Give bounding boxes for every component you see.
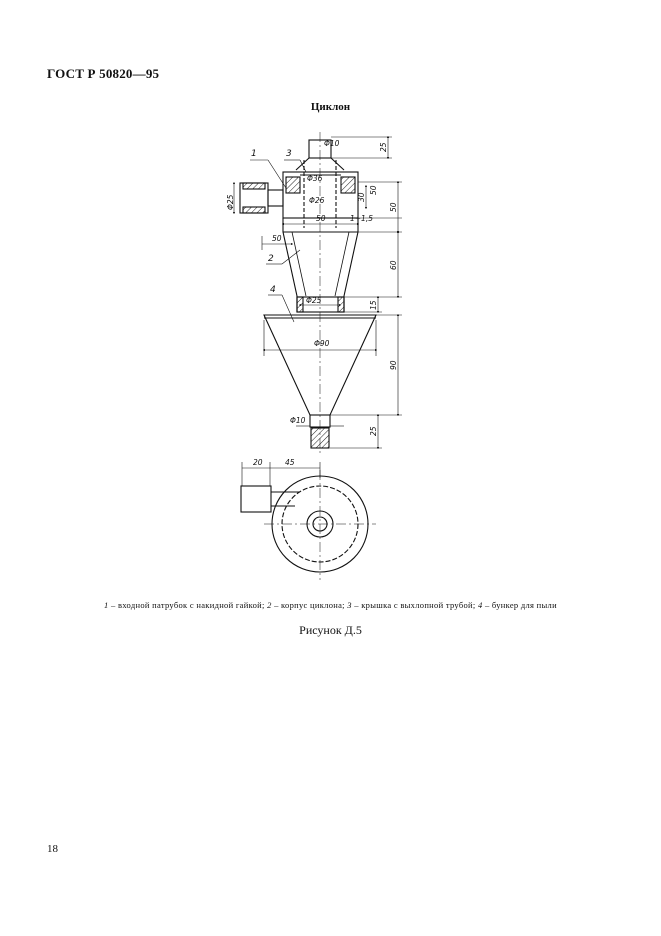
cap-hatch-right [341,177,355,193]
caption-num-1: 1 [104,600,109,610]
dim-slope: 1÷1,5 [350,214,373,223]
leader-3: 3 [286,149,292,159]
caption-num-4: 4 [477,600,483,610]
plan-view [241,462,376,580]
dim-d-inner: Φ26 [309,196,325,205]
leader-2: 2 [268,254,274,264]
caption-text-2: – корпус циклона; [271,600,348,610]
figure-caption [0,600,661,610]
plan-inlet [241,486,271,512]
page-number: 18 [47,843,58,855]
caption-text-3: – крышка с выхлопной трубой; [351,600,478,610]
document-header: ГОСТ Р 50820—95 [47,66,160,81]
leader-1: 1 [251,149,257,159]
dim-w-body: 50 [316,214,326,223]
dim-h-25a: 25 [379,142,388,152]
dim-h-90: 90 [389,360,398,370]
dim-h-25b: 25 [369,426,378,436]
caption-num-2: 2 [267,600,272,610]
dim-d-bottom: Φ10 [290,416,306,425]
dim-plan-45: 45 [285,458,295,467]
dim-d-outlet: Φ10 [324,139,340,148]
dim-d-neck: Φ25 [306,296,322,305]
dim-h-15: 15 [369,300,378,310]
leader-4: 4 [270,285,276,295]
dim-h-60: 60 [389,260,398,270]
caption-num-3: 3 [347,600,352,610]
caption-text-4: – бункер для пыли [482,600,557,610]
figure-label: Рисунок Д.5 [299,623,362,637]
dim-d-inlet: Φ25 [226,194,235,210]
dim-h-50a: 50 [369,185,378,195]
dim-plan-20: 20 [253,458,263,467]
figure-title: Циклон [310,101,351,113]
inlet-pipe [268,190,283,206]
caption-text-1: – входной патрубок с накидной гайкой; [108,600,268,610]
dim-d-cap: Φ36 [307,174,323,183]
dim-h-50b: 50 [389,202,398,212]
dim-h-30: 30 [357,192,366,202]
dim-d-bunker: Φ90 [314,339,330,348]
dim-w-body2: 50 [272,234,282,243]
cap-hatch-left [286,177,300,193]
